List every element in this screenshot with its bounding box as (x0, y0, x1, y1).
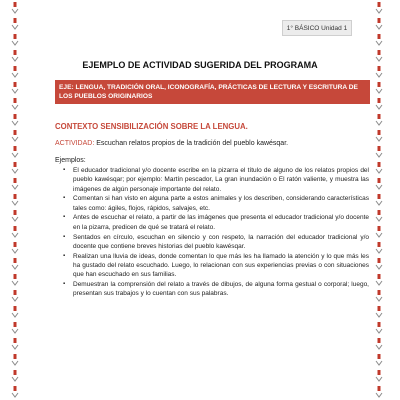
border-gray-mark (376, 265, 382, 269)
border-gray-mark (12, 217, 18, 221)
border-red-mark (14, 370, 17, 375)
border-red-mark (14, 226, 17, 231)
border-gray-mark (376, 377, 382, 381)
border-gray-mark (12, 137, 18, 141)
border-gray-mark (12, 377, 18, 381)
border-red-mark (14, 322, 17, 327)
border-red-mark (14, 242, 17, 247)
bullet-icon: ▪ (63, 167, 66, 173)
list-item-text: Antes de escuchar el relato, a partir de las imágenes que presenta el educador tradicional y/o docente en la pizarra, predicen de qué se tratará el relato. (73, 214, 369, 231)
ejemplos-label: Ejemplos: (55, 157, 86, 164)
border-gray-mark (376, 393, 382, 397)
border-gray-mark (12, 345, 18, 349)
border-gray-mark (12, 313, 18, 317)
actividad-text: Escuchan relatos propios de la tradición del pueblo kawésqar. (94, 140, 289, 147)
eje-text: EJE: LENGUA, TRADICIÓN ORAL, ICONOGRAFÍA, PRÁCTICAS DE LECTURA Y ESCRITURA DE LOS PUEBLOS ORIGINARIOS (59, 84, 358, 100)
border-gray-mark (12, 233, 18, 237)
border-gray-mark (12, 185, 18, 189)
border-red-mark (14, 50, 17, 55)
list-item-text: Demuestran la comprensión del relato a través de dibujos, de alguna forma gestual o corporal; luego, presentan sus trabajos y lo cuentan con sus palabras. (73, 281, 369, 298)
list-item-text: El educador tradicional y/o docente escribe en la pizarra el título de alguno de los relatos propios del pueblo kawésqar; por ejemplo: Martín pescador, La gran inundación o El ratón valiente, y muestra las imágenes de algún personaje importante del relato. (73, 167, 369, 193)
document-title: EJEMPLO DE ACTIVIDAD SUGERIDA DEL PROGRAMA (82, 60, 318, 70)
border-red-mark (378, 114, 381, 119)
unit-tab (282, 20, 352, 36)
border-pattern-left (10, 0, 20, 400)
border-gray-mark (12, 57, 18, 61)
border-red-mark (14, 338, 17, 343)
border-red-mark (378, 338, 381, 343)
border-red-mark (378, 306, 381, 311)
border-gray-mark (12, 393, 18, 397)
bullet-icon: ▪ (63, 195, 66, 202)
border-pattern-right (374, 0, 384, 400)
list-item (63, 194, 369, 213)
list-item (63, 233, 369, 252)
border-red-mark (378, 322, 381, 327)
border-gray-mark (376, 361, 382, 365)
border-gray-mark (12, 249, 18, 253)
actividad-line (55, 140, 370, 147)
border-gray-mark (376, 217, 382, 221)
border-gray-mark (12, 153, 18, 157)
border-red-mark (378, 50, 381, 55)
border-gray-mark (12, 41, 18, 45)
eje-banner (55, 80, 370, 104)
bullet-icon: ▪ (63, 252, 66, 259)
decorative-border-left (10, 0, 20, 400)
border-gray-mark (376, 57, 382, 61)
border-gray-mark (12, 265, 18, 269)
border-red-mark (14, 98, 17, 103)
border-gray-mark (376, 121, 382, 125)
border-gray-mark (12, 73, 18, 77)
border-red-mark (378, 226, 381, 231)
border-gray-mark (376, 329, 382, 333)
border-red-mark (378, 98, 381, 103)
border-red-mark (378, 386, 381, 391)
actividad-label: ACTIVIDAD: (55, 140, 95, 147)
border-gray-mark (12, 281, 18, 285)
border-red-mark (378, 130, 381, 135)
list-item-text: Realizan una lluvia de ideas, donde comentan lo que más les ha llamado la atención y lo que más les ha gustado del relato escuchado. Luego, lo relacionan con sus experiencias previas o con situaciones que han escuchado en sus familias. (73, 252, 369, 279)
border-red-mark (14, 178, 17, 183)
bullet-icon: ▪ (63, 233, 66, 240)
border-red-mark (14, 386, 17, 391)
border-gray-mark (376, 297, 382, 301)
border-gray-mark (376, 313, 382, 317)
border-gray-mark (376, 105, 382, 109)
examples-list (60, 166, 369, 299)
border-gray-mark (376, 89, 382, 93)
border-red-mark (378, 274, 381, 279)
border-red-mark (14, 66, 17, 71)
border-red-mark (14, 114, 17, 119)
border-gray-mark (12, 329, 18, 333)
border-red-mark (378, 354, 381, 359)
border-gray-mark (376, 153, 382, 157)
border-red-mark (378, 2, 381, 7)
border-gray-mark (376, 249, 382, 253)
border-gray-mark (12, 297, 18, 301)
border-red-mark (378, 34, 381, 39)
border-red-mark (14, 290, 17, 295)
border-gray-mark (376, 9, 382, 13)
border-red-mark (14, 258, 17, 263)
border-red-mark (14, 34, 17, 39)
border-red-mark (378, 242, 381, 247)
border-red-mark (14, 18, 17, 23)
border-red-mark (14, 146, 17, 151)
bullet-icon: ▪ (63, 214, 66, 221)
list-item (63, 280, 369, 299)
border-red-mark (378, 370, 381, 375)
border-gray-mark (376, 73, 382, 77)
border-gray-mark (376, 169, 382, 173)
border-red-mark (14, 306, 17, 311)
bullet-icon: ▪ (63, 281, 66, 288)
border-gray-mark (12, 169, 18, 173)
border-gray-mark (12, 25, 18, 29)
border-red-mark (378, 18, 381, 23)
border-gray-mark (12, 121, 18, 125)
border-gray-mark (376, 345, 382, 349)
border-red-mark (378, 210, 381, 215)
border-red-mark (14, 130, 17, 135)
border-gray-mark (376, 233, 382, 237)
border-red-mark (378, 82, 381, 87)
border-red-mark (378, 258, 381, 263)
list-item-text: Sentados en círculo, escuchan en silencio y con respeto, la narración del educador tradicional y/o docente que contiene breves historias del pueblo kawésqar. (73, 233, 369, 250)
border-red-mark (378, 146, 381, 151)
border-gray-mark (12, 361, 18, 365)
border-red-mark (14, 194, 17, 199)
contexto-heading: CONTEXTO SENSIBILIZACIÓN SOBRE LA LENGUA. (55, 122, 248, 131)
border-red-mark (14, 274, 17, 279)
border-red-mark (14, 354, 17, 359)
border-red-mark (378, 66, 381, 71)
decorative-border-right (374, 0, 384, 400)
list-item (63, 252, 369, 280)
border-red-mark (14, 210, 17, 215)
border-gray-mark (376, 41, 382, 45)
border-red-mark (378, 162, 381, 167)
list-item (63, 213, 369, 232)
border-gray-mark (376, 185, 382, 189)
border-gray-mark (376, 25, 382, 29)
border-gray-mark (376, 201, 382, 205)
unit-tab-label: 1° BÁSICO Unidad 1 (286, 24, 348, 32)
border-gray-mark (12, 201, 18, 205)
border-gray-mark (376, 281, 382, 285)
border-red-mark (14, 82, 17, 87)
border-gray-mark (12, 89, 18, 93)
list-item-text: Comentan si han visto en alguna parte a estos animales y los describen, considerando características tales como: ágiles, flojos, rápidos, salvajes, etc. (73, 195, 369, 212)
list-item (63, 166, 369, 194)
border-red-mark (378, 194, 381, 199)
border-gray-mark (12, 105, 18, 109)
border-red-mark (14, 162, 17, 167)
border-gray-mark (12, 9, 18, 13)
border-gray-mark (376, 137, 382, 141)
border-red-mark (378, 178, 381, 183)
border-red-mark (14, 2, 17, 7)
border-red-mark (378, 290, 381, 295)
